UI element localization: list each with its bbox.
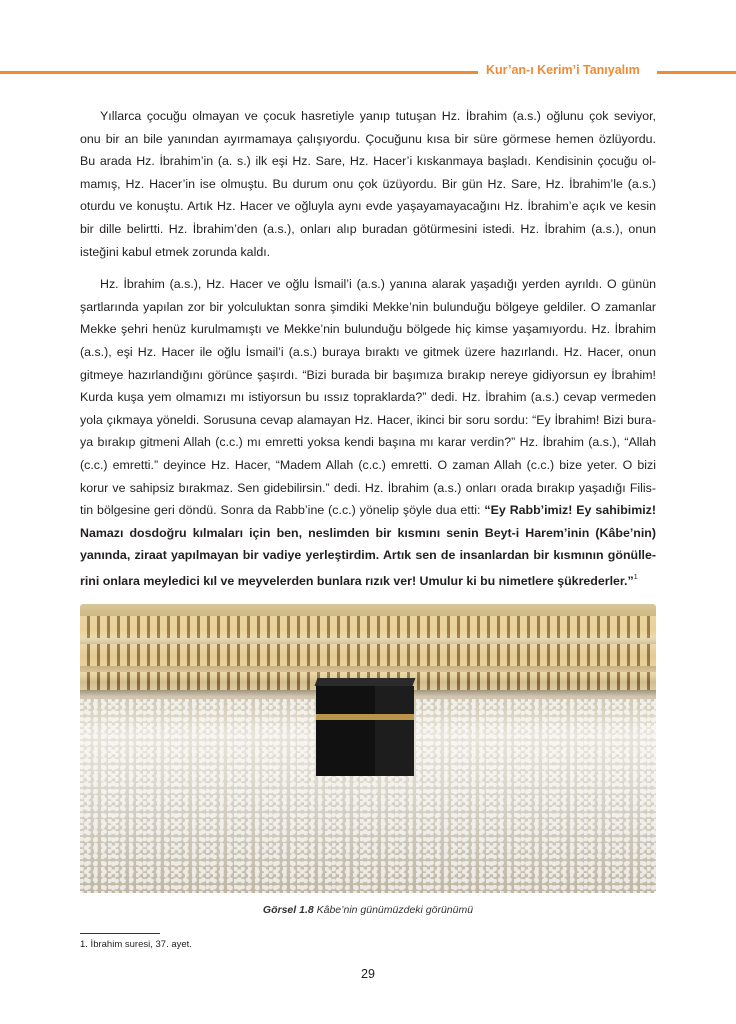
bold-text: “Ey Rabb’imiz! Ey sahibimiz! xyxy=(484,503,656,518)
text-line xyxy=(80,150,656,173)
text-line xyxy=(80,522,656,545)
text-line xyxy=(80,273,656,296)
text: isteğini kabul etmek zorunda kaldı. xyxy=(80,244,271,259)
paragraph xyxy=(80,105,656,263)
text-line xyxy=(80,409,656,432)
bold-text: yanında, ziraat yapılmayan bir vadiye yerleştirdim. Artık sen de insanlardan bir kısmının gönülle- xyxy=(80,548,656,563)
text: gitmeye hazırlandığını görünce şaşırdı. “Bizi burada bir başımıza bırakıp nereye gidiyorsun ey İbrahim! xyxy=(80,367,656,382)
text: yola çıkmaya yöneldi. Sorusuna cevap alamayan Hz. Hacer, ikinci bir soru sordu: “Ey İbrahim! Bizi bura- xyxy=(80,412,656,427)
text: Kurda kuşa yem olmamızı mı istiyorsun bu ıssız topraklarda?” dedi. Hz. İbrahim (a.s.) cevap vermeden xyxy=(80,390,656,405)
text-line xyxy=(80,544,656,567)
text-line xyxy=(80,341,656,364)
text: (c.c.) emretti.” deyince Hz. Hacer, “Madem Allah (c.c.) emretti. O zaman Allah (c.c.) bize yeter. O bizi xyxy=(80,457,656,472)
kaaba-photo xyxy=(80,604,656,893)
text-line xyxy=(80,454,656,477)
figure-label: Görsel 1.8 xyxy=(262,904,314,916)
figure-caption-text: Kâbe’nin günümüzdeki görünümü xyxy=(313,904,474,916)
text: Hz. İbrahim (a.s.), Hz. Hacer ve oğlu İsmail’i (a.s.) yanına alarak yaşadığı yerden ayrıldı. O günün xyxy=(100,277,656,292)
text: şartlarında yapılan zor bir yolculuktan sonra şimdiki Mekke’nin bulunduğu bölgeye geldiler. O zamanlar xyxy=(80,299,656,314)
header-title: Kur’an-ı Kerim’i Tanıyalım xyxy=(486,63,640,77)
text-line xyxy=(80,296,656,319)
page-number: 29 xyxy=(361,967,375,981)
text: (a.s.), eşi Hz. Hacer ile oğlu İsmail’i (a.s.) buraya bıraktı ve gitmek üzere hazırlandı. Hz. Hacer, onun xyxy=(80,344,656,359)
text: Bu arada Hz. İbrahim’in (a. s.) ilk eşi Hz. Sare, Hz. Hacer’i kıskanmaya başladı. Kendisinin çocuğu ol- xyxy=(80,154,656,169)
header-rule-right xyxy=(657,71,736,74)
text-line xyxy=(80,241,656,264)
text-line xyxy=(80,477,656,500)
text-line xyxy=(80,128,656,151)
text: onu bir an bile yanından ayırmamaya çalışıyordu. Çocuğunu kısa bir süre görmese hemen özlüyordu. xyxy=(80,131,656,146)
header-rule-left xyxy=(0,71,478,74)
text-line xyxy=(80,218,656,241)
text-line xyxy=(80,173,656,196)
text: Mekke şehri henüz kurulmamıştı ve Mekke’nin bulunduğu bölgede hiç kimse yaşamıyordu. Hz. İbrahim xyxy=(80,322,656,337)
figure-caption xyxy=(0,904,736,916)
body-text xyxy=(80,105,656,599)
text-line xyxy=(80,105,656,128)
footnote-rule xyxy=(80,933,160,934)
text-line xyxy=(80,364,656,387)
bold-text: Namazı dosdoğru kılmaları için ben, neslimden bir kısmını senin Beyt-i Harem’inin (Kâbe’nin) xyxy=(80,525,656,540)
text-line xyxy=(80,318,656,341)
text: ya bırakıp gitmeni Allah (c.c.) mı emretti yoksa kendi başına mı karar verdin?” Hz. İbrahim (a.s.), “Allah xyxy=(80,435,656,450)
bold-text: rini onlara meyledici kıl ve meyvelerden bunlara rızık ver! Umulur ki bu nimetlere şükrederler.” xyxy=(80,573,634,588)
text-line xyxy=(80,499,656,522)
text: mamış, Hz. Hacer’in ise olmuştu. Bu durum onu çok üzüyordu. Bir gün Hz. Sare, Hz. İbrahim’le (a.s.) xyxy=(80,176,656,191)
text-line xyxy=(80,386,656,409)
text: bir dille belirtti. Hz. İbrahim’den (a.s.), onları alıp buradan götürmesini istedi. Hz. İbrahim (a.s.), onun xyxy=(80,221,656,236)
text-line xyxy=(80,431,656,454)
footnote-marker: 1 xyxy=(633,573,638,581)
text: tin bölgesine geri döndü. Sonra da Rabb’ine (c.c.) yönelip şöyle dua etti: xyxy=(80,503,485,518)
text: Yıllarca çocuğu olmayan ve çocuk hasretiyle yanıp tutuşan Hz. İbrahim (a.s.) oğlunu çok seviyor, xyxy=(100,109,656,123)
paragraph xyxy=(80,273,656,589)
kaaba-image xyxy=(316,686,414,776)
text-line xyxy=(80,567,656,590)
text-line xyxy=(80,195,656,218)
footnote: 1. İbrahim suresi, 37. ayet. xyxy=(80,939,192,950)
text: korur ve sahipsiz bırakmaz. Sen gidebilirsin.” dedi. Hz. İbrahim (a.s.) onları orada bırakıp yaşadığı Filis- xyxy=(80,480,656,495)
text: oturdu ve konuştu. Artık Hz. Hacer ve oğluyla aynı evde yaşayamayacağını Hz. İbrahim’e açık ve kesin xyxy=(80,199,656,214)
